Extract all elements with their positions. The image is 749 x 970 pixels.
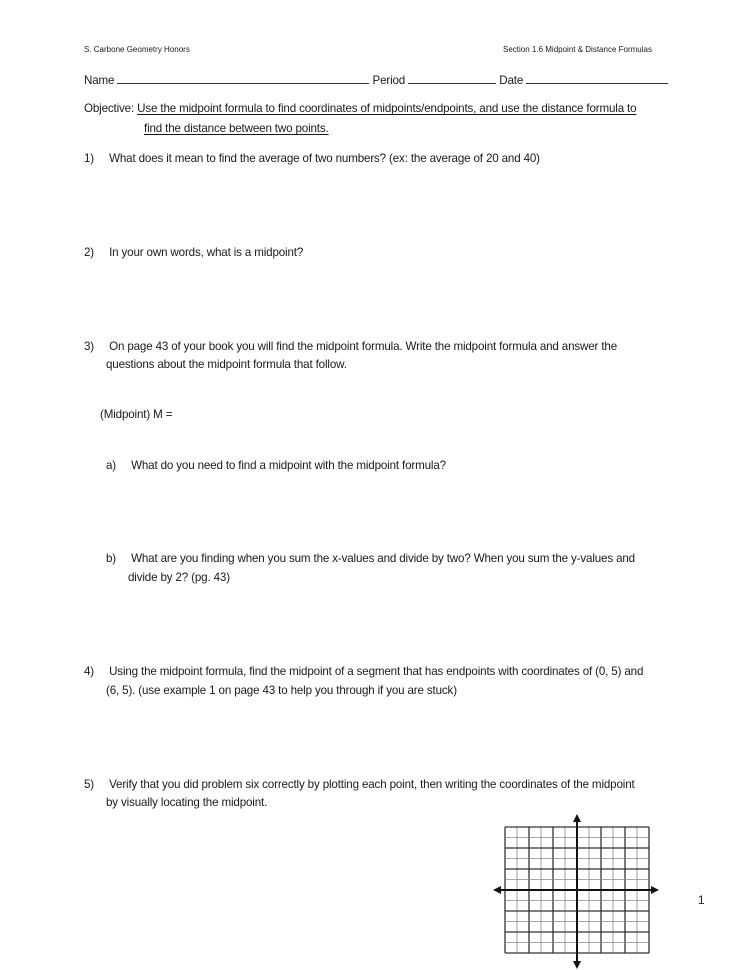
objective-text: Use the midpoint formula to find coordinates of midpoints/endpoints, and use the distance formula to	[137, 102, 637, 115]
page-number: 1	[698, 894, 705, 907]
question-text: In your own words, what is a midpoint?	[109, 246, 304, 259]
x-axis-left-arrow-icon	[493, 886, 501, 894]
date-label: Date	[499, 74, 524, 87]
question-4	[84, 665, 643, 678]
midpoint-formula-prompt: (Midpoint) M =	[100, 408, 173, 421]
subquestion-text: What are you finding when you sum the x-values and divide by two? When you sum the y-values and	[131, 552, 635, 565]
question-number: 3)	[84, 340, 95, 353]
question-4-line-2: (6, 5). (use example 1 on page 43 to help you through if you are stuck)	[106, 684, 457, 697]
subquestion-text: What do you need to find a midpoint with the midpoint formula?	[131, 459, 446, 472]
objective-line-1	[84, 102, 636, 115]
objective-label: Objective:	[84, 102, 135, 115]
student-info-row	[84, 71, 668, 87]
y-axis-up-arrow-icon	[573, 814, 581, 822]
name-field[interactable]	[117, 71, 369, 84]
question-3	[84, 340, 617, 353]
date-field[interactable]	[526, 71, 668, 84]
question-text: On page 43 of your book you will find the midpoint formula. Write the midpoint formula and answer the	[109, 340, 618, 353]
question-3b	[106, 552, 635, 565]
x-axis-right-arrow-icon	[651, 886, 659, 894]
question-3-line-2: questions about the midpoint formula that follow.	[106, 358, 347, 371]
header-course-title: S. Carbone Geometry Honors	[84, 45, 190, 54]
name-label: Name	[84, 74, 115, 87]
subquestion-letter: a)	[106, 459, 117, 472]
question-3b-line-2: divide by 2? (pg. 43)	[128, 571, 230, 584]
question-number: 4)	[84, 665, 95, 678]
header-section-title: Section 1.6 Midpoint & Distance Formulas	[503, 45, 652, 54]
coordinate-grid[interactable]	[490, 812, 662, 970]
question-5	[84, 778, 635, 791]
question-text: What does it mean to find the average of two numbers? (ex: the average of 20 and 40)	[109, 152, 540, 165]
question-number: 2)	[84, 246, 95, 259]
question-3a	[106, 459, 446, 472]
question-number: 5)	[84, 778, 95, 791]
objective-line-2: find the distance between two points.	[144, 122, 329, 135]
question-5-line-2: by visually locating the midpoint.	[106, 796, 268, 809]
question-number: 1)	[84, 152, 95, 165]
question-text: Verify that you did problem six correctly by plotting each point, then writing the coordinates of the midpoint	[109, 778, 635, 791]
subquestion-letter: b)	[106, 552, 117, 565]
question-2	[84, 246, 303, 259]
y-axis-down-arrow-icon	[573, 961, 581, 969]
period-label: Period	[372, 74, 406, 87]
question-1	[84, 152, 540, 165]
period-field[interactable]	[408, 71, 496, 84]
question-text: Using the midpoint formula, find the midpoint of a segment that has endpoints with coordinates of (0, 5) and	[109, 665, 644, 678]
